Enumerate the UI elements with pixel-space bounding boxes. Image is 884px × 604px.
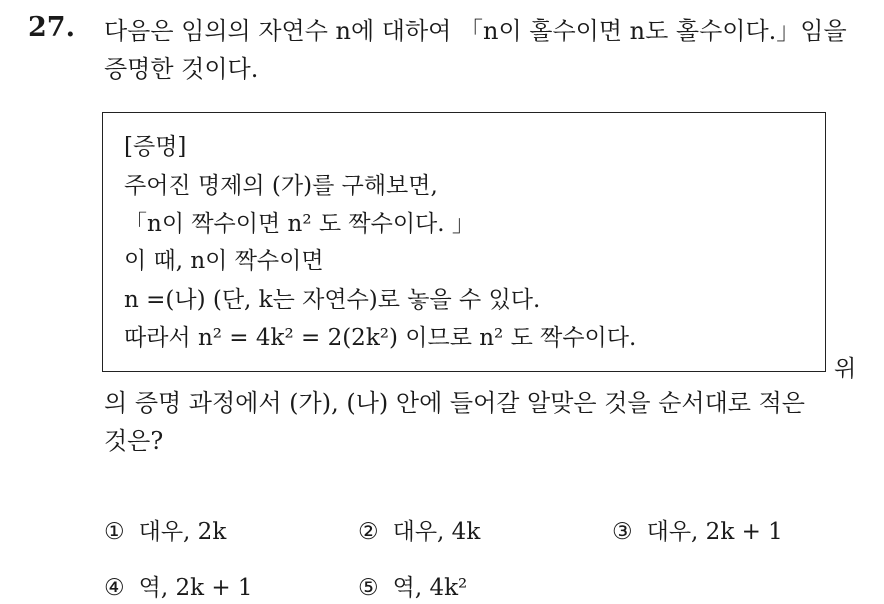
option-marker: ① [104, 519, 125, 545]
question-text-line-3: 의 증명 과정에서 (가), (나) 안에 들어갈 알맞은 것을 순서대로 적은 [104, 389, 805, 417]
proof-line-2: 주어진 명제의 (가)를 구해보면, [124, 173, 438, 199]
option-3[interactable] [612, 516, 783, 548]
proof-line-1: [증명] [124, 134, 187, 160]
option-marker: ② [358, 519, 379, 545]
proof-line-3: 「n이 짝수이면 n² 도 짝수이다. 」 [124, 211, 475, 237]
option-marker: ④ [104, 575, 125, 601]
question-text-line-2: 증명한 것이다. [104, 55, 259, 83]
option-5[interactable] [358, 572, 467, 604]
option-text: 대우, 2k + 1 [646, 519, 783, 545]
option-marker: ⑤ [358, 575, 379, 601]
option-marker: ③ [612, 519, 633, 545]
proof-line-6: 따라서 n² = 4k² = 2(2k²) 이므로 n² 도 짝수이다. [124, 325, 637, 351]
option-text: 대우, 2k [138, 519, 227, 545]
proof-line-4: 이 때, n이 짝수이면 [124, 248, 324, 274]
option-text: 대우, 4k [392, 519, 481, 545]
option-text: 역, 4k² [392, 575, 468, 601]
option-1[interactable] [104, 516, 226, 548]
question-text-line-1: 다음은 임의의 자연수 n에 대하여 「n이 홀수이면 n도 홀수이다.」임을 [104, 17, 847, 45]
option-4[interactable] [104, 572, 253, 604]
continuation-word: 위 [834, 356, 857, 382]
option-text: 역, 2k + 1 [138, 575, 253, 601]
question-text-line-4: 것은? [104, 427, 164, 455]
question-number: 27. [28, 12, 75, 43]
proof-line-5: n =(나) (단, k는 자연수)로 놓을 수 있다. [124, 287, 541, 313]
option-2[interactable] [358, 516, 480, 548]
